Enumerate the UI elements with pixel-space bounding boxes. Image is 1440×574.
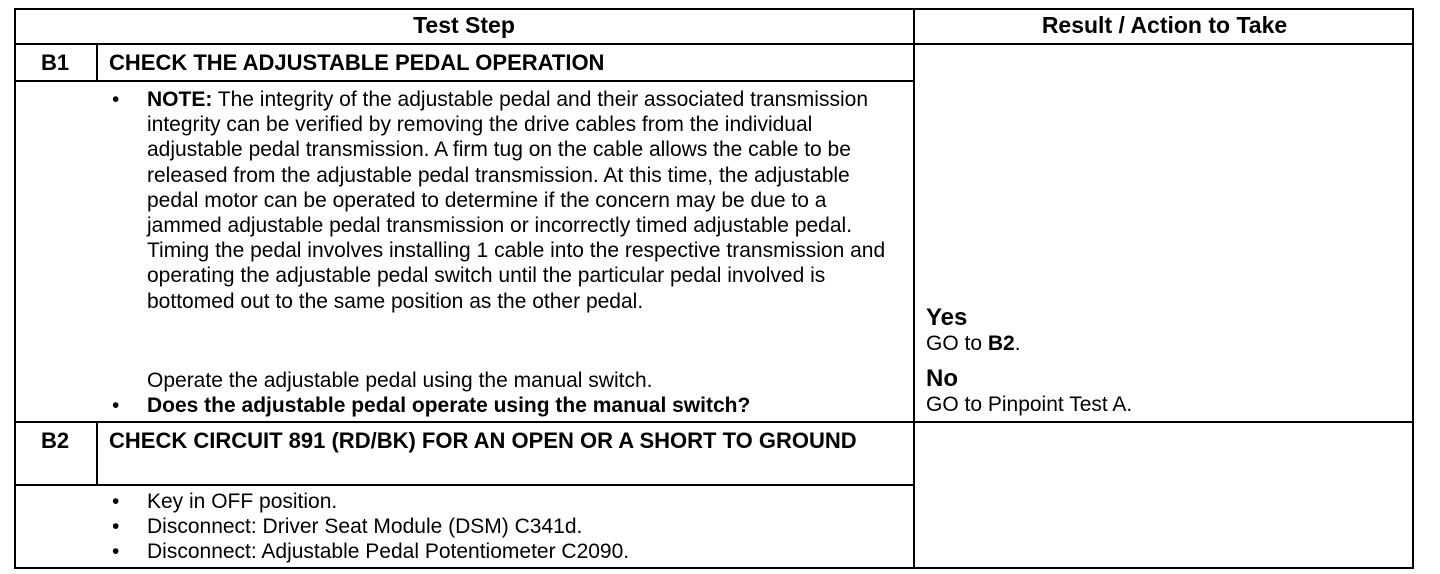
b1-note [147,87,892,314]
b1-b2-divider [14,421,1414,423]
header-test-step: Test Step [413,12,515,38]
yes-action-prefix: GO to [926,332,988,355]
bullet-icon: • [112,490,120,513]
step-title-b2: CHECK CIRCUIT 891 (RD/BK) FOR AN OPEN OR A SHORT TO GROUND [109,428,857,453]
result-yes-action [926,332,1021,356]
b1-question [147,393,907,418]
bullet-icon: • [112,540,120,563]
b2-id-divider [96,421,98,485]
result-no-action: GO to Pinpoint Test A. [926,393,1133,416]
question-text: Does the adjustable pedal operate using the manual switch? [147,394,751,417]
b1-instruction: Operate the adjustable pedal using the manual switch. [147,369,653,392]
b2-item: Key in OFF position. [147,490,338,513]
note-label: NOTE: [147,88,213,111]
result-no-label: No [926,365,958,392]
b1-title-divider [14,80,915,82]
b1-id-divider [96,43,98,81]
b2-title-divider [14,484,915,486]
bullet-icon: • [112,394,120,417]
yes-action-suffix: . [1014,332,1021,355]
bullet-icon: • [112,515,120,538]
b2-item: Disconnect: Driver Seat Module (DSM) C341d. [147,515,583,538]
step-title-b1: CHECK THE ADJUSTABLE PEDAL OPERATION [109,50,605,75]
step-id-b2: B2 [40,428,70,453]
step-id-b1: B1 [40,50,70,75]
b2-item: Disconnect: Adjustable Pedal Potentiometer C2090. [147,540,630,563]
yes-action-target: B2 [987,332,1015,355]
header-result-action: Result / Action to Take [1041,12,1288,38]
note-text: The integrity of the adjustable pedal and their associated transmission integrity can be verified by removing the drive cables from the individual adjustable pedal transmission. A firm tug on the cable allows the cable to be released from the adjustable pedal transmission. At this time, the adjustable pedal motor can be operated to determine if the concern may be due to a jammed adjustable pedal transmission or incorrectly timed adjustable pedal. Timing the pedal involves installing 1 cable into the respective transmission and operating the adjustable pedal switch until the particular pedal involved is bottomed out to the same position as the other pedal. [147,88,886,313]
result-yes-label: Yes [926,304,968,331]
header-divider [14,43,1414,45]
bullet-icon: • [112,88,120,111]
